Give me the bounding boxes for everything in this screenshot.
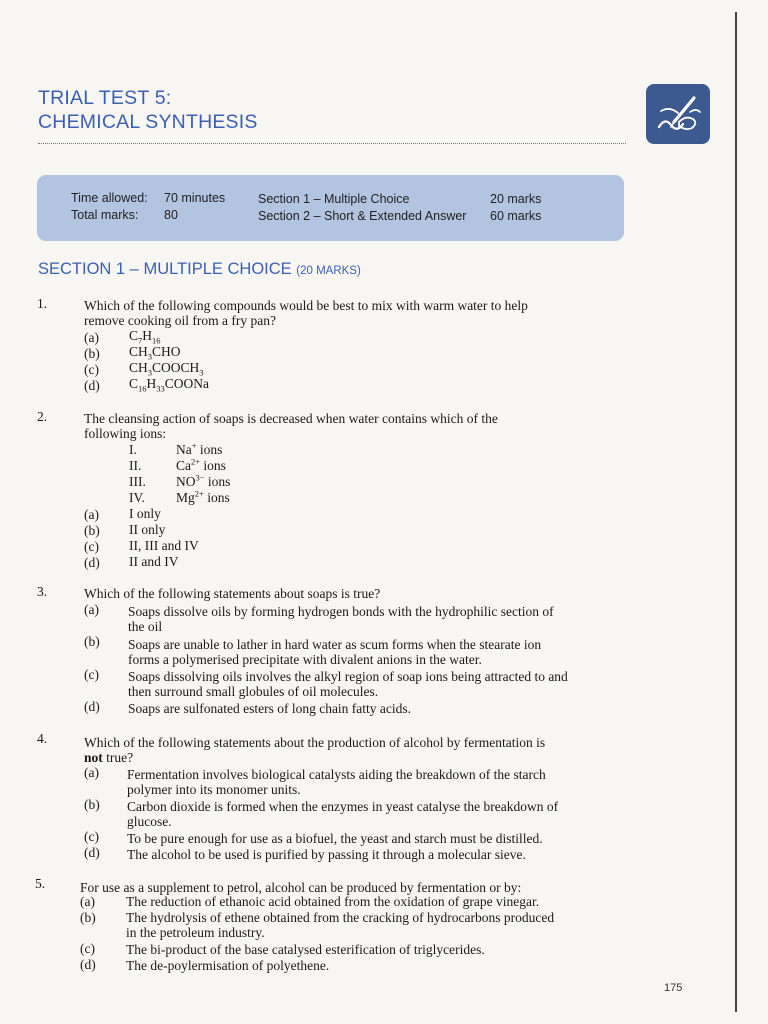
question-1-option-c-text: $CH_3COOCH_3$	[129, 360, 204, 378]
time-allowed-value: 70 minutes	[164, 191, 226, 205]
question-5-option-b-line-1: The hydrolysis of ethene obtained from the cracking of hydrocarbons produced	[126, 910, 555, 925]
question-3-number: 3.	[37, 584, 48, 599]
question-4-option-d-label: (d)	[84, 845, 100, 860]
question-4-stem-line-1: Which of the following statements about the production of alcohol by fermentation is	[84, 735, 546, 750]
question-1-option-a-label: (a)	[84, 330, 99, 345]
question-5-option-b-line-2: in the petroleum industry.	[126, 925, 265, 940]
question-1-option-b-text: $CH_3CHO$	[129, 344, 181, 362]
question-4-option-c-label: (c)	[84, 829, 99, 844]
question-4-number: 4.	[37, 731, 48, 746]
question-4-option-c-line-1: To be pure enough for use as a biofuel, the yeast and starch must be distilled.	[127, 831, 543, 846]
question-3-option-c-label: (c)	[84, 667, 99, 682]
test-info-box	[37, 175, 624, 241]
page-number: 175	[664, 982, 683, 994]
section-heading	[38, 260, 361, 279]
question-3-option-c-line-2: then surround small globules of oil molecules.	[128, 684, 379, 699]
question-2-option-c-text: II, III and IV	[129, 538, 199, 553]
question-4-option-a-label: (a)	[84, 765, 99, 780]
section-marks: (20 MARKS)	[296, 265, 361, 277]
pen-writing-icon	[646, 84, 710, 144]
question-2-option-a-label: (a)	[84, 507, 99, 522]
question-2-option-d-label: (d)	[84, 555, 100, 570]
question-2-option-d-text: II and IV	[129, 554, 179, 569]
question-1-number: 1.	[37, 296, 48, 311]
question-4-emphasis: not	[84, 750, 103, 765]
question-3-stem: Which of the following statements about soaps is true?	[84, 586, 381, 601]
question-2-roman-1-text: Na+ ions	[176, 440, 223, 457]
section-2-marks: 60 marks	[490, 209, 542, 223]
question-1-stem-line-2: remove cooking oil from a fry pan?	[84, 313, 276, 328]
question-5-option-c-label: (c)	[80, 941, 95, 956]
title-divider	[38, 143, 626, 144]
time-allowed-label: Time allowed:	[71, 191, 148, 205]
question-4-stem-line-2	[84, 750, 133, 766]
question-4-option-b-label: (b)	[84, 797, 100, 812]
question-4-option-a-line-2: polymer into its monomer units.	[127, 782, 301, 797]
total-marks-label: Total marks:	[71, 208, 139, 222]
question-3-option-a-label: (a)	[84, 602, 99, 617]
question-1-option-c-label: (c)	[84, 362, 99, 377]
question-2-option-b-label: (b)	[84, 523, 100, 538]
question-5-option-a-label: (a)	[80, 894, 95, 909]
section-title: SECTION 1 – MULTIPLE CHOICE	[38, 260, 292, 278]
question-5-option-a-line-1: The reduction of ethanoic acid obtained from the oxidation of grape vinegar.	[126, 894, 540, 909]
question-4-option-d-line-1: The alcohol to be used is purified by passing it through a molecular sieve.	[127, 847, 526, 862]
question-2-roman-2-num: II.	[129, 458, 142, 473]
question-3-option-d-label: (d)	[84, 699, 100, 714]
question-3-option-a-line-1: Soaps dissolve oils by forming hydrogen bonds with the hydrophilic section of	[128, 604, 554, 619]
question-4-stem-end: true?	[102, 750, 134, 765]
question-5-option-d-label: (d)	[80, 957, 96, 972]
page-title	[38, 86, 258, 134]
question-5-number: 5.	[35, 876, 46, 891]
page-edge-rule	[735, 12, 737, 1012]
section-1-marks: 20 marks	[490, 192, 542, 206]
question-3-option-d-line-1: Soaps are sulfonated esters of long chain fatty acids.	[128, 701, 412, 716]
question-2-option-b-text: II only	[129, 522, 166, 537]
question-4-option-b-line-1: Carbon dioxide is formed when the enzymes in yeast catalyse the breakdown of	[127, 799, 559, 814]
question-1-option-a-text: $C_7H_{16}$	[129, 328, 161, 346]
question-1-option-d-text: $C_{16}H_{33}COONa$	[129, 376, 210, 394]
question-2-option-c-label: (c)	[84, 539, 99, 554]
question-3-option-c-line-1: Soaps dissolving oils involves the alkyl region of soap ions being attracted to and	[128, 669, 568, 684]
question-2-option-a-text: I only	[129, 506, 161, 521]
title-line-2: CHEMICAL SYNTHESIS	[38, 111, 258, 133]
question-3-option-a-line-2: the oil	[128, 619, 163, 634]
title-line-1: TRIAL TEST 5:	[38, 87, 172, 109]
question-2-roman-4-num: IV.	[129, 490, 145, 505]
question-2-stem-line-1: The cleansing action of soaps is decreased when water contains which of the	[84, 411, 498, 426]
question-2-roman-1-num: I.	[129, 442, 137, 457]
section-1-name: Section 1 – Multiple Choice	[258, 192, 410, 206]
question-1-option-b-label: (b)	[84, 346, 100, 361]
question-2-roman-2-text: $Ca^{2+}$ ions	[176, 456, 226, 473]
question-1-option-d-label: (d)	[84, 378, 100, 393]
question-3-option-b-label: (b)	[84, 634, 100, 649]
question-4-option-a-line-1: Fermentation involves biological catalysts aiding the breakdown of the starch	[127, 767, 546, 782]
question-2-roman-3-num: III.	[129, 474, 146, 489]
question-1-stem-line-1: Which of the following compounds would be best to mix with warm water to help	[84, 298, 528, 313]
question-5-option-d-line-1: The de-poylermisation of polyethene.	[126, 958, 330, 973]
question-2-stem-line-2: following ions:	[84, 426, 167, 441]
question-5-option-b-label: (b)	[80, 910, 96, 925]
question-2-roman-3-text: $NO^{3-}$ ions	[176, 472, 231, 489]
section-2-name: Section 2 – Short & Extended Answer	[258, 209, 467, 223]
question-3-option-b-line-2: forms a polymerised precipitate with divalent anions in the water.	[128, 652, 482, 667]
question-4-option-b-line-2: glucose.	[127, 814, 172, 829]
question-2-roman-4-text: $Mg^{2+}$ ions	[176, 488, 230, 505]
question-5-stem: For use as a supplement to petrol, alcohol can be produced by fermentation or by:	[80, 880, 522, 895]
question-3-option-b-line-1: Soaps are unable to lather in hard water as scum forms when the stearate ion	[128, 637, 542, 652]
question-5-option-c-line-1: The bi-product of the base catalysed esterification of triglycerides.	[126, 942, 485, 957]
question-2-number: 2.	[37, 409, 48, 424]
total-marks-value: 80	[164, 208, 178, 222]
